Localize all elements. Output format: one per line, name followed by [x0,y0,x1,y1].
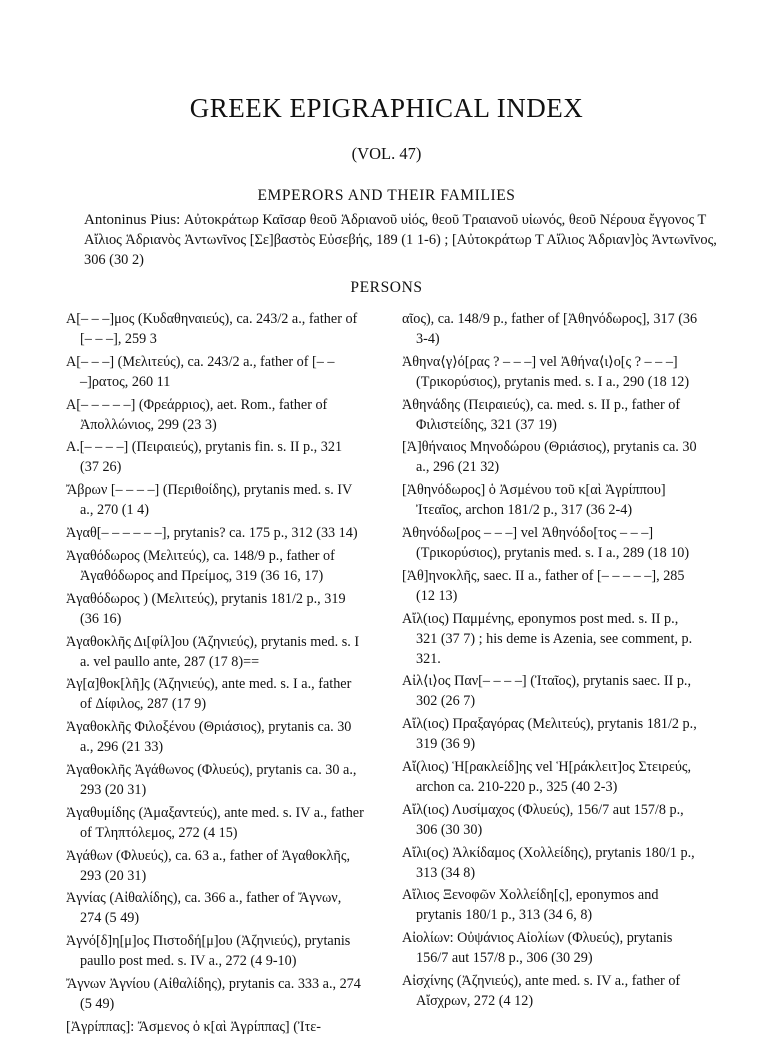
volume-label: (VOL. 47) [351,144,422,163]
index-entry: Αἰσχίνης (Ἀζηνιεύς), ante med. s. IV a., father of Αἴσχρων, 272 (4 12) [402,973,681,1009]
index-entry: Αἰλ⟨ι⟩ος Παν[– – – –] (Ἰταῖος), prytanis saec. II p., 302 (26 7) [402,673,692,710]
emperor-name: Antoninus Pius: [84,212,181,228]
index-entry: [Ἀγρίππας]: Ἄσμενος ὁ κ[αὶ Ἀγρίππας] (Ἰτε- [66,1018,321,1035]
index-entry: Αἴ(λιος) Ἡ[ρακλείδ]ης vel Ἡ[ράκλειτ]ος Στειρεύς, archon ca. 210-220 p., 325 (40 2-3) [402,759,692,795]
index-entry: Ἀγαθοκλῆς Φιλοξένου (Θριάσιος), prytanis ca. 30 a., 296 (21 33) [66,719,352,756]
index-entry: Α[– – –]μος (Κυδαθηναιεύς), ca. 243/2 a., father of [– – –], 259 3 [66,311,358,347]
index-entry: Αἴλ(ιος) Παμμένης, eponymos post med. s. II p., 321 (37 7) ; his deme is Azenia, see comment, p. 321. [402,610,693,667]
persons-heading: PERSONS [350,279,423,296]
index-entry: [Ἀθ]ηνοκλῆς, saec. II a., father of [– – – – –], 285 (12 13) [402,567,685,604]
index-entry: Ἀγαθόδωρος (Μελιτεύς), ca. 148/9 p., father of Ἀγαθόδωρος and Πρείμος, 319 (36 16, 17) [66,547,335,584]
index-entry: Ἀγαθοκλῆς Δι[φίλ]ου (Ἀζηνιεύς), prytanis med. s. I a. vel paullo ante, 287 (17 8)== [66,633,360,670]
index-entry: Ἀγ[α]θοκ[λῆ]ς (Ἀζηνιεύς), ante med. s. I a., father of Δίφιλος, 287 (17 9) [66,676,352,713]
index-entry: Α.[– – – –] (Πειραιεύς), prytanis fin. s. II p., 321 (37 26) [66,439,343,476]
index-entry: Ἀγάθων (Φλυεύς), ca. 63 a., father of Ἀγαθοκλῆς, 293 (20 31) [66,847,351,884]
index-column-left [66,310,364,1041]
index-entry: Ἄβρων [– – – –] (Περιθοίδης), prytanis med. s. IV a., 270 (1 4) [66,482,353,519]
emperor-titles: Αὐτοκράτωρ Καῖσαρ θεοῦ Ἁδριανοῦ υἱός, θεοῦ Τραιανοῦ υἱωνός, θεοῦ Νέρουα ἔγγονος Τ Αἴλιος Ἁδριανὸς Ἀντωνῖνος [Σε]βαστὸς Εὐσεβής, 189 (1 1-6) ; [Αὐτοκράτωρ Τ Αἴλιος Ἁδριαν]ὸς Ἀντωνῖνος, 306 (30 2) [84,212,717,268]
index-entry: Α[– – – – –] (Φρεάρριος), aet. Rom., father of Ἀπολλώνιος, 299 (23 3) [66,396,328,433]
index-entry: Ἀθηνάδης (Πειραιεύς), ca. med. s. II p., father of Φιλιστείδης, 321 (37 19) [402,396,681,433]
index-entry: [Ἀθηνόδωρος] ὁ Ἀσμένου τοῦ κ[αὶ Ἀγρίππου] Ἰτεαῖος, archon 181/2 p., 317 (36 2-4) [402,482,666,519]
index-entry: Ἀγαθόδωρος ) (Μελιτεύς), prytanis 181/2 p., 319 (36 16) [66,590,346,627]
index-entry: [Ἀ]θήναιος Μηνοδώρου (Θριάσιος), prytanis ca. 30 a., 296 (21 32) [402,439,697,476]
emperors-heading: EMPERORS AND THEIR FAMILIES [257,187,516,204]
index-entry: Α[– – –] (Μελιτεύς), ca. 243/2 a., father of [– – –]ρατος, 260 11 [66,353,335,390]
index-entry: Ἀγαθοκλῆς Ἀγάθωνος (Φλυεύς), prytanis ca. 30 a., 293 (20 31) [66,762,357,798]
index-entry: αῖος), ca. 148/9 p., father of [Ἀθηνόδωρος], 317 (36 3-4) [402,311,698,347]
index-entry: Ἀθηνα⟨γ⟩ό[ρας ? – – –] vel Ἀθήνα⟨ι⟩ο[ς ? – – –] (Τρικορύσιος), prytanis med. s. I a., 290 (18 12) [402,353,690,390]
index-entry: Ἀγνίας (Αἰθαλίδης), ca. 366 a., father of Ἄγνων, 274 (5 49) [66,890,342,927]
index-entry: Αἰολίων: Οὐψάνιος Αἰολίων (Φλυεύς), prytanis 156/7 aut 157/8 p., 306 (30 29) [402,930,673,967]
index-entry: Ἀγνό[δ]η[μ]ος Πιστοδή[μ]ου (Ἀζηνιεύς), prytanis paullo post med. s. IV a., 272 (4 9-10) [66,933,351,970]
emperors-entry [84,210,718,270]
index-entry: Αἴλι(ος) Ἀλκίδαμος (Χολλείδης), prytanis 180/1 p., 313 (34 8) [402,844,695,881]
index-entry: Ἄγνων Ἀγνίου (Αἰθαλίδης), prytanis ca. 333 a., 274 (5 49) [66,976,361,1012]
index-entry: Ἀγαθυμίδης (Ἀμαξαντεύς), ante med. s. IV a., father of Τληπτόλεμος, 272 (4 15) [66,804,364,841]
page-title: GREEK EPIGRAPHICAL INDEX [189,93,584,123]
index-column-right [402,310,700,1015]
index-entry: Ἀθηνόδω[ρος – – –] vel Ἀθηνόδο[τος – – –] (Τρικορύσιος), prytanis med. s. I a., 289 (18 10) [402,525,690,561]
index-entry: Αἴλιος Ξενοφῶν Χολλείδη[ς], eponymos and prytanis 180/1 p., 313 (34 6, 8) [402,887,659,924]
index-entry: Αἴλ(ιος) Πραξαγόρας (Μελιτεύς), prytanis 181/2 p., 319 (36 9) [402,716,697,753]
index-entry: Ἀγαθ[– – – – – –], prytanis? ca. 175 p., 312 (33 14) [66,525,358,542]
index-entry: Αἴλ(ιος) Λυσίμαχος (Φλυεύς), 156/7 aut 157/8 p., 306 (30 30) [402,801,684,838]
